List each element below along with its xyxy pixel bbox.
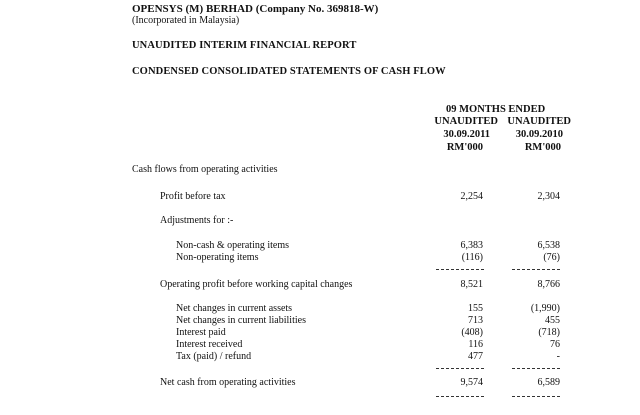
statement-title: CONDENSED CONSOLIDATED STATEMENTS OF CASH FLOW	[132, 66, 446, 77]
row-value-profit-2010: 2,304	[537, 191, 560, 202]
row-label-net-cash: Net cash from operating activities	[160, 377, 296, 388]
row-label-tax: Tax (paid) / refund	[176, 351, 252, 362]
col2-date: 30.09.2010	[515, 129, 563, 140]
row-value-net-cash-2011: 9,574	[460, 377, 483, 388]
row-value-noncash-2011: 6,383	[460, 240, 483, 251]
total-rule-bottom-2010	[512, 396, 560, 397]
row-value-current-assets-2010: (1,990)	[530, 303, 560, 314]
row-value-noncash-2010: 6,538	[537, 240, 560, 251]
row-label-interest-received: Interest received	[176, 339, 243, 350]
period-header: 09 MONTHS ENDED	[446, 104, 546, 115]
subtotal-rule-2010	[512, 269, 560, 270]
row-value-interest-paid-2010: (718)	[538, 327, 560, 338]
row-value-nonoperating-2011: (116)	[461, 252, 483, 263]
row-label-current-liabilities: Net changes in current liabilities	[176, 315, 306, 326]
row-value-interest-received-2011: 116	[468, 339, 483, 350]
row-value-operating-profit-2011: 8,521	[460, 279, 483, 290]
row-value-current-liabilities-2011: 713	[468, 315, 483, 326]
row-value-profit-2011: 2,254	[460, 191, 483, 202]
total-rule-top-2010	[512, 368, 560, 369]
row-label-operating-profit: Operating profit before working capital changes	[160, 279, 353, 290]
row-value-net-cash-2010: 6,589	[537, 377, 560, 388]
total-rule-bottom-2011	[436, 396, 484, 397]
row-value-tax-2011: 477	[468, 351, 483, 362]
row-value-tax-2010: -	[556, 351, 560, 362]
subtotal-rule-2011	[436, 269, 484, 270]
row-value-interest-received-2010: 76	[550, 339, 560, 350]
company-name: OPENSYS (M) BERHAD (Company No. 369818-W)	[132, 3, 379, 15]
col1-status: UNAUDITED	[434, 116, 498, 127]
incorporation-note: (Incorporated in Malaysia)	[132, 15, 240, 26]
row-value-interest-paid-2011: (408)	[461, 327, 483, 338]
row-label-current-assets: Net changes in current assets	[176, 303, 293, 314]
total-rule-top-2011	[436, 368, 484, 369]
col1-date: 30.09.2011	[443, 129, 490, 140]
col1-unit: RM'000	[446, 142, 483, 153]
row-value-nonoperating-2010: (76)	[543, 252, 560, 263]
row-value-operating-profit-2010: 8,766	[537, 279, 560, 290]
report-title: UNAUDITED INTERIM FINANCIAL REPORT	[132, 40, 357, 51]
row-value-current-assets-2011: 155	[468, 303, 483, 314]
row-label-interest-paid: Interest paid	[176, 327, 226, 338]
section-operating: Cash flows from operating activities	[132, 164, 278, 175]
col2-unit: RM'000	[524, 142, 561, 153]
row-label-noncash: Non-cash & operating items	[176, 240, 290, 251]
row-label-nonoperating: Non-operating items	[176, 252, 259, 263]
row-label-adjustments: Adjustments for :-	[160, 215, 234, 226]
row-label-profit: Profit before tax	[160, 191, 226, 202]
row-value-current-liabilities-2010: 455	[545, 315, 560, 326]
col2-status: UNAUDITED	[507, 116, 571, 127]
